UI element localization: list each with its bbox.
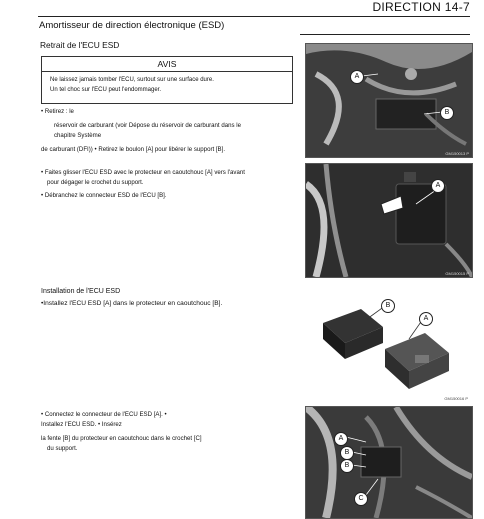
removal-title: Retrait de l'ECU ESD: [40, 40, 120, 50]
callout-a: A: [431, 179, 445, 193]
notice-line: Un tel choc sur l'ECU peut l'endommager.: [50, 87, 162, 93]
instruction-line: chapitre Système: [54, 132, 102, 139]
instruction-line: •Installez l'ECU ESD [A] dans le protecteur en caoutchouc [B].: [41, 300, 223, 307]
figure-code: GM150016 P: [444, 396, 468, 401]
callout-a: A: [419, 312, 433, 326]
callout-a: A: [350, 70, 364, 84]
instruction-line: • Retirez : le: [41, 108, 74, 115]
callout-b: B: [340, 446, 354, 460]
instruction-line: • Débranchez le connecteur ESD de l'ECU [B].: [41, 192, 167, 199]
instruction-line: la fente [B] du protecteur en caoutchouc dans le crochet [C]: [41, 435, 202, 442]
instruction-line: du support.: [47, 445, 78, 452]
page-header-title: DIRECTION 14-7: [372, 0, 470, 14]
callout-b: B: [340, 459, 354, 473]
callout-b: B: [381, 299, 395, 313]
callout-c: C: [354, 492, 368, 506]
callout-a: A: [334, 432, 348, 446]
instruction-line: Installez l'ECU ESD. • Insérez: [41, 421, 122, 428]
figure-2-photo: [305, 163, 473, 278]
header-divider: [38, 16, 470, 17]
instruction-line: • Faites glisser l'ECU ESD avec le protecteur en caoutchouc [A] vers l'avant: [41, 169, 245, 176]
installation-title: Installation de l'ECU ESD: [41, 288, 121, 295]
notice-line: Ne laissez jamais tomber l'ECU, surtout sur une surface dure.: [50, 77, 214, 83]
figure-2-drawing: [306, 164, 472, 277]
instruction-line: pour dégager le crochet du support.: [47, 179, 144, 186]
figure-4-photo: [305, 406, 473, 519]
section-title: Amortisseur de direction électronique (ESD): [39, 20, 225, 31]
figure-4-drawing: [306, 407, 472, 518]
section-divider: [300, 34, 470, 35]
figure-3-photo: [305, 289, 471, 402]
figure-code: GM150013 P: [445, 151, 469, 156]
callout-b: B: [440, 106, 454, 120]
notice-heading: AVIS: [42, 57, 292, 72]
figure-1-photo: [305, 43, 473, 158]
instruction-line: de carburant (DFI)) • Retirez le boulon [A] pour libérer le support [B].: [41, 146, 226, 153]
instruction-line: • Connectez le connecteur de l'ECU ESD [A]. •: [41, 411, 167, 418]
instruction-line: réservoir de carburant (voir Dépose du réservoir de carburant dans le: [54, 122, 241, 129]
figure-code: GM150015 P: [445, 271, 469, 276]
figure-1-drawing: [306, 44, 472, 157]
notice-body: [42, 72, 292, 98]
notice-box: [41, 56, 293, 104]
